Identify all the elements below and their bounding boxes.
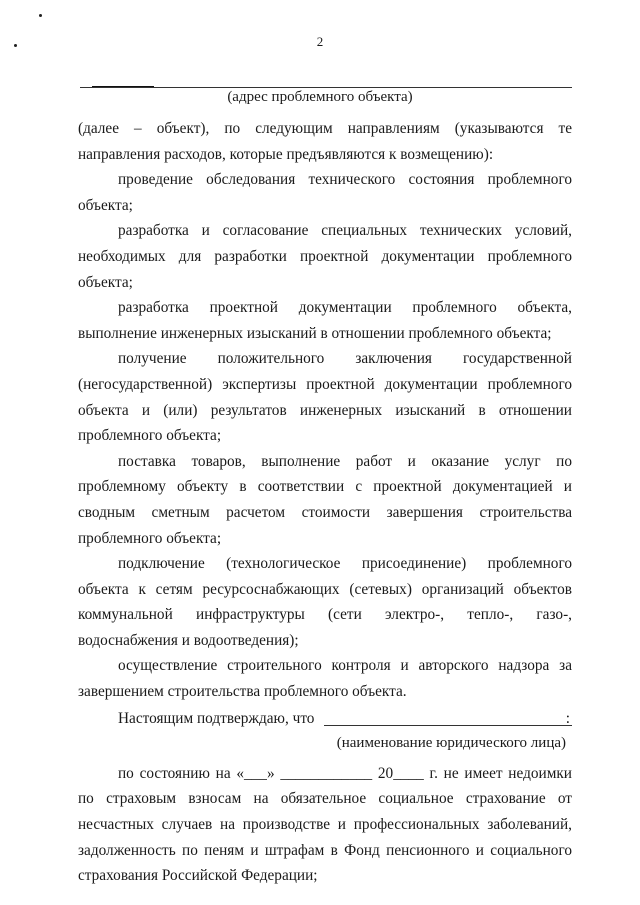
confirmation-text: Настоящим подтверждаю, что — [118, 709, 315, 727]
list-item: осуществление строительного контроля и авторского надзора за завершением строительства проблемного объекта. — [78, 657, 572, 701]
final-paragraph: по состоянию на «___» ____________ 20____ г. не имеет недоимки по страховым взносам на обязательное социальное страхование от несчастных случаев на производстве и профессиональных заболеваний, задолженность по пеням и штрафам в Фонд пенсионного и социального страхования Российской Федерации; — [78, 764, 572, 885]
confirmation-line — [78, 706, 572, 732]
legal-entity-caption: (наименование юридического лица) — [336, 735, 566, 752]
address-caption: (адрес проблемного объекта) — [227, 89, 413, 105]
list-item: разработка и согласование специальных технических условий, необходимых для разработки проектной документации проблемного объекта; — [78, 222, 572, 291]
list-item: разработка проектной документации проблемного объекта, выполнение инженерных изысканий в отношении проблемного объекта; — [78, 299, 572, 342]
list-item: подключение (технологическое присоединение) проблемного объекта к сетям ресурсоснабжающих (сетевых) организаций объектов коммунальной инфраструктуры (сети электро-, тепло-, газо-, водоснабжения и водоотведения); — [78, 555, 572, 649]
scan-speck — [39, 14, 42, 17]
intro-paragraph: (далее – объект), по следующим направлениям (указываются те направления расходов, которые предъявляются к возмещению): — [78, 120, 572, 163]
confirmation-colon: : — [565, 709, 570, 727]
list-item: поставка товаров, выполнение работ и оказание услуг по проблемному объекту в соответствии с проектной документацией и сводным сметным расчетом стоимости завершения строительства проблемного объекта; — [78, 452, 572, 547]
list-item: проведение обследования технического состояния проблемного объекта; — [78, 171, 572, 214]
address-fill-line-mark — [92, 86, 154, 87]
document-body — [78, 116, 572, 889]
page-number: 2 — [316, 34, 324, 49]
legal-entity-fill-line — [324, 725, 572, 726]
list-item: получение положительного заключения государственной (негосударственной) экспертизы проектной документации проблемного объекта и (или) результатов инженерных изысканий в отношении проблемного объекта; — [78, 350, 572, 445]
address-fill-line — [80, 87, 572, 88]
